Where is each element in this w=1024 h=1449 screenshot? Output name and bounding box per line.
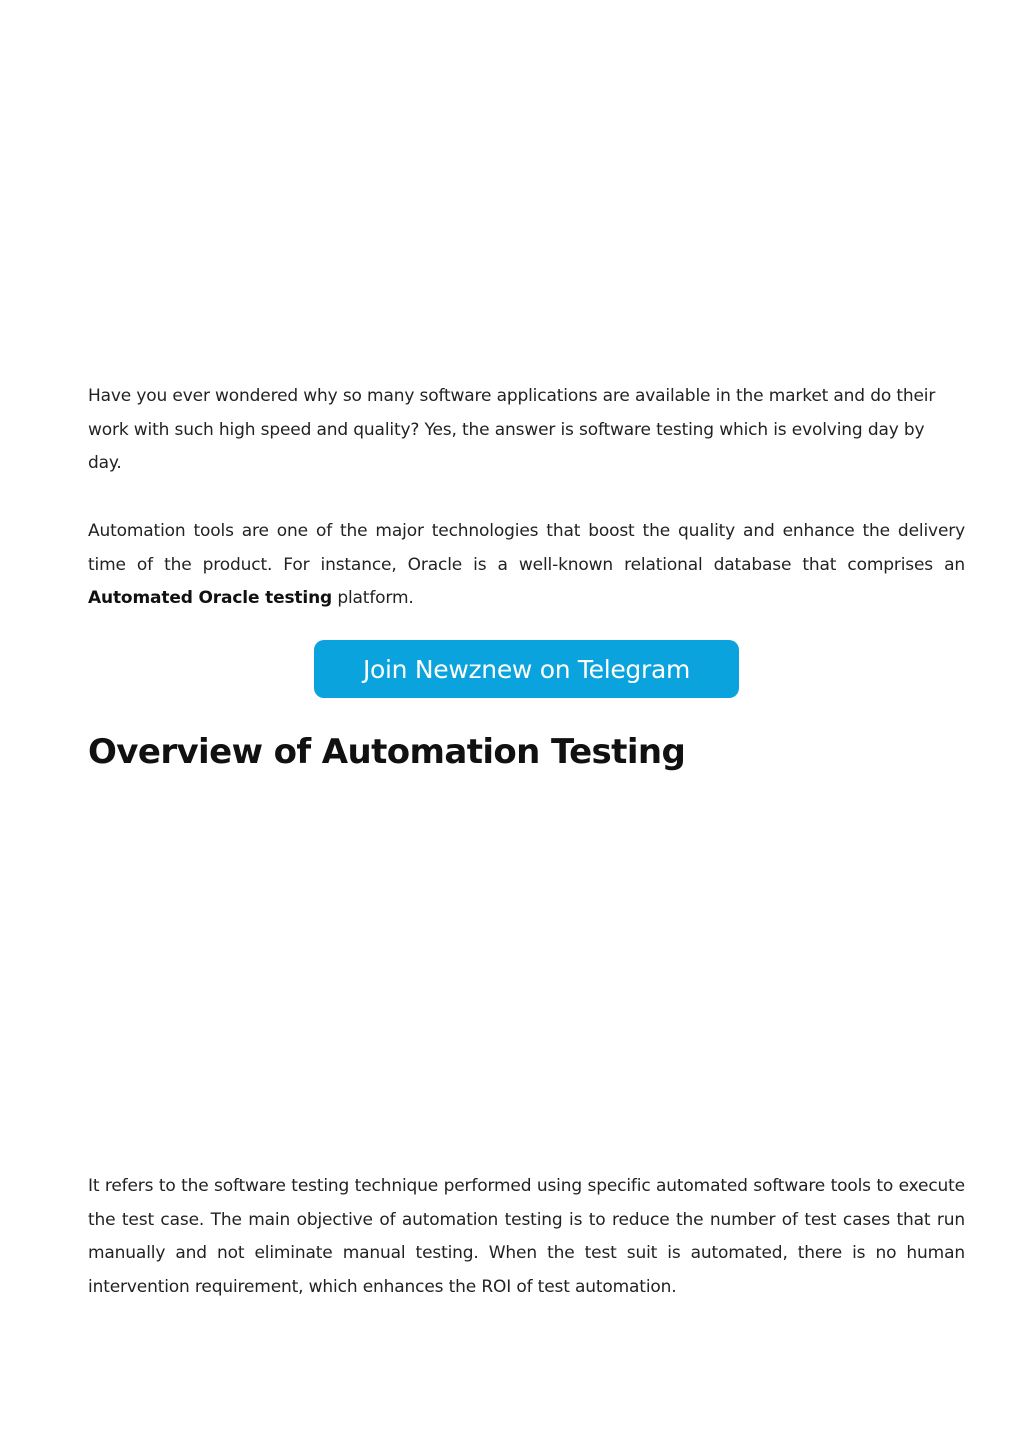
automation-tools-paragraph [88, 515, 965, 616]
section-heading: Overview of Automation Testing [88, 732, 686, 772]
join-telegram-button[interactable]: Join Newznew on Telegram [314, 640, 739, 698]
automation-tools-text-before: Automation tools are one of the major technologies that boost the quality and enhance the delivery time of the product. For instance, Oracle is a well-known relational database that comprises an [88, 521, 965, 575]
intro-paragraph: Have you ever wondered why so many software applications are available in the market and do their work with such high speed and quality? Yes, the answer is software testing which is evolving day by day. [88, 386, 936, 473]
automation-tools-text-after: platform. [332, 588, 414, 608]
automated-oracle-testing-link[interactable]: Automated Oracle testing [88, 588, 333, 608]
overview-paragraph: It refers to the software testing technique performed using specific automated software tools to execute the test case. The main objective of automation testing is to reduce the number of test cases that run manually and not eliminate manual testing. When the test suit is automated, there is no human intervention requirement, which enhances the ROI of test automation. [88, 1176, 965, 1297]
